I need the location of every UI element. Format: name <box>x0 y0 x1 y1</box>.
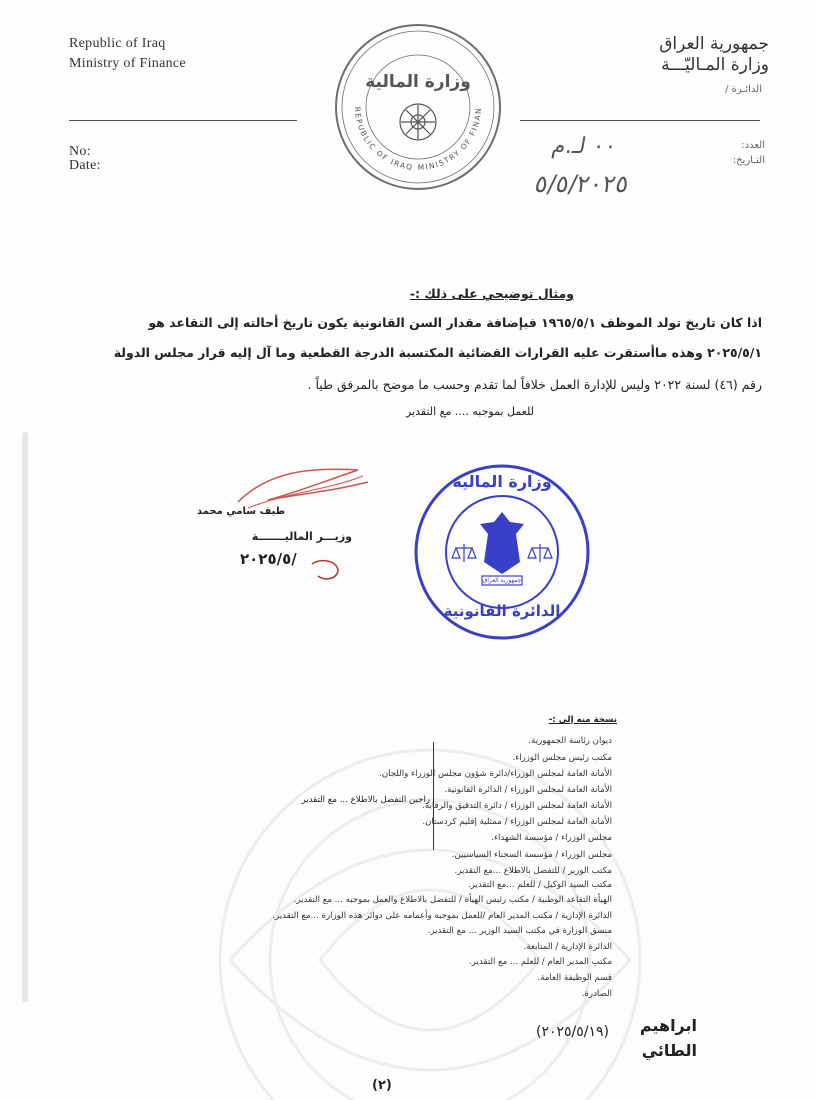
signer-title: وزيـــر الماليـــــــة <box>251 530 352 543</box>
list-item: الأمانة العامة لمجلس الوزراء / دائرة التدقيق والرقابة. <box>422 801 612 811</box>
body-line-3: رقم (٤٦) لسنة ٢٠٢٢ وليس للإدارة العمل خلافاً لما تقدم وحسب ما موضح بالمرفق طياً . <box>307 377 762 392</box>
signature-date: ٢٠٢٥/٥/ <box>240 550 297 568</box>
list-item: مجلس الوزراء / مؤسسة الشهداء. <box>491 833 612 843</box>
header-country-ar: جمهورية العراق <box>659 34 769 54</box>
header-department-ar: الدائـرة / <box>725 84 762 95</box>
svg-text:REPUBLIC OF IRAQ <box>353 107 414 172</box>
stamp-bottom-text: الدائرة القانونية <box>443 602 561 620</box>
ministry-seal <box>333 22 503 192</box>
list-item: منسق الوزارة في مكتب السيد الوزير ... مع التقدير. <box>427 926 612 936</box>
writer-first-name: ابراهيم <box>639 1016 697 1035</box>
list-item: الأمانة العامة لمجلس الوزراء / الدائرة القانونية. <box>444 785 612 795</box>
signature-date-mark <box>308 556 344 586</box>
list-item: مجلس الوزراء / مؤسسة السجناء السياسيين. <box>451 850 612 860</box>
scrollbar-strip[interactable] <box>22 432 28 1002</box>
list-item: الأمانة العامة لمجلس الوزراء / ممثلية إقليم كردستان. <box>422 817 612 827</box>
stamp-top-text: وزارة المالية <box>452 472 552 491</box>
body-line-2: ٢٠٢٥/٥/١ وهذه ماأستقرت عليه القرارات القضائية المكتسبة الدرجة القطعية وما آل إليه قرار مجلس الدولة <box>113 345 762 360</box>
list-item: الأمانة العامة لمجلس الوزراء/دائرة شؤون مجلس الوزراء واللجان. <box>379 769 612 779</box>
list-item: الهيأة التقاعد الوطنية / مكتب رئيس الهيأة / للتفضل بالاطلاع والعمل بموجبه ... مع التقدير. <box>293 895 612 905</box>
no-label-en: No: <box>69 144 91 159</box>
body-line-1: اذا كان تاريخ تولد الموظف ١٩٦٥/٥/١ فبإضافة مقدار السن القانونية يكون تاريخ أحالته إلى التقاعد هو <box>148 315 762 330</box>
header-ministry-ar: وزارة المـاليّـــة <box>661 55 769 75</box>
handwritten-date: ٥/٥/٢٠٢٥ <box>532 170 631 198</box>
list-item: ديوان رئاسة الجمهورية. <box>528 736 612 746</box>
list-item: مكتب رئيس مجلس الوزراء. <box>512 753 612 763</box>
legal-department-stamp <box>412 462 592 642</box>
distribution-bracket <box>433 742 434 850</box>
stamp-center-label: جمهورية العراق <box>482 577 522 584</box>
header-right-rule <box>520 120 760 121</box>
header-country-en: Republic of Iraq <box>69 36 166 51</box>
seal-ring-left-text: REPUBLIC OF IRAQ <box>352 106 415 172</box>
distribution-title: نسخة منه إلى :- <box>548 715 617 725</box>
date-label-en: Date: <box>69 158 101 173</box>
list-item: الدائرة الإدارية / مكتب المدير العام /للعمل بموجبه وأعمامه على دوائر هذه الوزارة ...مع التقدير. <box>272 911 612 921</box>
signer-name: طيف سامي محمد <box>196 506 285 517</box>
list-item: الدائرة الإدارية / المتابعة. <box>523 942 612 952</box>
list-item: الصادرة. <box>581 989 612 999</box>
seal-graphic <box>333 22 503 192</box>
seal-center-text: وزارة المالية <box>365 72 471 92</box>
page-number: (٢) <box>372 1078 392 1093</box>
seal-ring-right-text: MINISTRY OF FINAN <box>417 106 484 173</box>
handwritten-number: ٠٠ لـ.م <box>549 134 619 159</box>
signature-scribble <box>228 462 378 532</box>
list-item: قسم الوظيفة العامة. <box>537 973 612 983</box>
list-item: مكتب الوزير / للتفضل بالاطلاع ...مع التقدير. <box>454 866 612 876</box>
distribution-side-note: راجين التفضل بالاطلاع ... مع التقدير <box>301 795 430 805</box>
example-heading: ومثال توضيحي على ذلك :- <box>409 286 574 301</box>
list-item: مكتب المدير العام / للعلم ... مع التقدير. <box>469 957 612 967</box>
writer-date: (٢٠٢٥/٥/١٩) <box>536 1024 610 1040</box>
no-label-ar: العدد: <box>741 140 765 151</box>
writer-last-name: الطائي <box>641 1041 697 1060</box>
header-ministry-en: Ministry of Finance <box>69 56 186 71</box>
list-item: مكتب السيد الوكيل / للعلم ...مع التقدير. <box>468 880 612 890</box>
header-left-rule <box>69 120 297 121</box>
date-label-ar: التـاريخ: <box>732 155 765 166</box>
closing-line: للعمل بموجبه .... مع التقدير <box>405 405 534 418</box>
